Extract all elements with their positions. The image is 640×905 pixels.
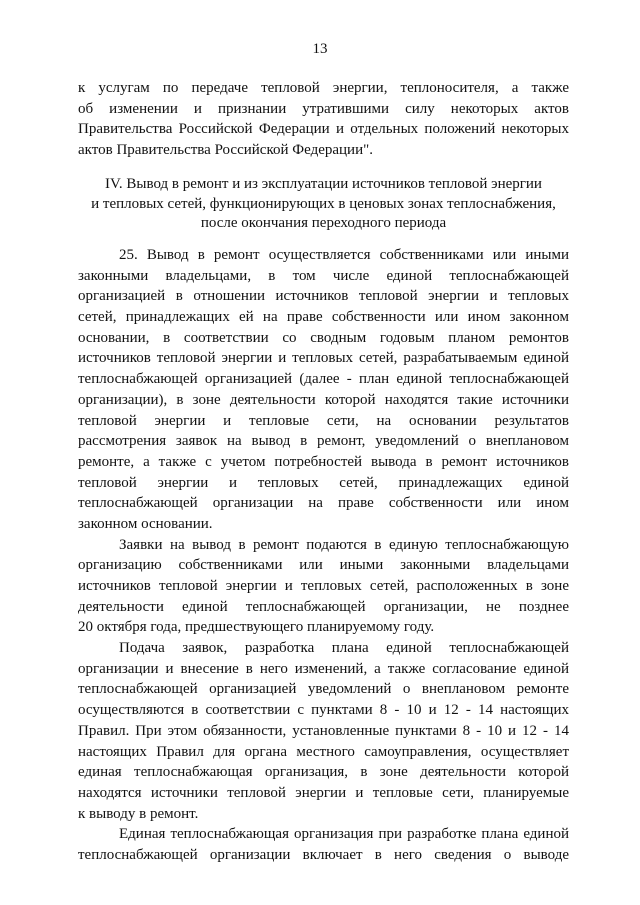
text-line: законными владельцами, в том числе единой теплоснабжающей bbox=[78, 267, 569, 284]
text-line: организации и внесение в него изменений, а также согласование единой bbox=[78, 660, 569, 677]
heading-line: после окончания переходного периода bbox=[200, 215, 447, 231]
paragraph-25 bbox=[78, 245, 569, 866]
text-line: к услугам по передаче тепловой энергии, теплоносителя, а также bbox=[78, 80, 569, 96]
text-line: единая теплоснабжающая организация, в зоне деятельности которой bbox=[78, 764, 569, 781]
text-line: деятельности единой теплоснабжающей организации, не позднее bbox=[78, 598, 569, 615]
heading-line: IV. Вывод в ремонт и из эксплуатации источников тепловой энергии bbox=[105, 176, 542, 192]
text-line: 25. Вывод в ремонт осуществляется собственниками или иными bbox=[119, 247, 569, 263]
text-line: основании, в соответствии со сводным годовым планом ремонтов bbox=[78, 329, 569, 346]
text-line: Единая теплоснабжающая организация при разработке плана единой bbox=[119, 826, 569, 843]
text-line: ремонте, а также с учетом потребностей вывода в ремонт источников bbox=[78, 453, 569, 470]
text-line: источников тепловой энергии и тепловых сетей, разрабатываемым единой bbox=[78, 350, 569, 367]
text-line: организацией в отношении источников тепловой энергии и тепловых bbox=[78, 288, 569, 305]
text-line: теплоснабжающей организацией уведомлений о внеплановом ремонте bbox=[78, 681, 569, 698]
text-line: находятся источники тепловой энергии и тепловые сети, планируемые bbox=[78, 784, 569, 801]
text-line: Правил. При этом обязанности, установленные пунктами 8 - 10 и 12 - 14 bbox=[78, 722, 569, 739]
intro-paragraph bbox=[78, 78, 569, 161]
text-line: актов Правительства Российской Федерации". bbox=[78, 142, 373, 159]
text-line: об изменении и признании утратившими силу некоторых актов bbox=[78, 100, 569, 117]
text-line: теплоснабжающей организацией (далее - план единой теплоснабжающей bbox=[78, 371, 569, 388]
text-line: тепловой энергии и тепловых сетей, принадлежащих единой bbox=[78, 474, 569, 491]
page-number: 13 bbox=[312, 41, 328, 57]
text-line: организацию собственниками или иными законными владельцами bbox=[78, 557, 569, 574]
text-line: 20 октября года, предшествующего планируемому году. bbox=[78, 619, 435, 636]
text-line: настоящих Правил для органа местного самоуправления, осуществляет bbox=[78, 743, 569, 760]
text-line: законном основании. bbox=[78, 515, 213, 532]
heading-line: и тепловых сетей, функционирующих в ценовых зонах теплоснабжения, bbox=[91, 195, 556, 212]
text-line: к выводу в ремонт. bbox=[78, 805, 199, 822]
section-heading bbox=[78, 175, 569, 234]
text-line: теплоснабжающей организации на праве собственности или ином bbox=[78, 495, 569, 512]
text-line: теплоснабжающей организации включает в него сведения о выводе bbox=[78, 846, 569, 863]
text-line: Правительства Российской Федерации и отдельных положений некоторых bbox=[78, 121, 569, 138]
text-line: источников тепловой энергии и тепловых сетей, расположенных в зоне bbox=[78, 578, 569, 594]
text-line: организации), в зоне деятельности которой находятся такие источники bbox=[78, 391, 569, 408]
text-line: сетей, принадлежащих ей на праве собственности или ином законном bbox=[78, 309, 569, 326]
text-line: Заявки на вывод в ремонт подаются в единую теплоснабжающую bbox=[119, 536, 569, 553]
text-line: тепловой энергии и тепловые сети, на основании результатов bbox=[78, 412, 569, 429]
text-line: осуществляются в соответствии с пунктами 8 - 10 и 12 - 14 настоящих bbox=[78, 702, 569, 719]
text-line: Подача заявок, разработка плана единой теплоснабжающей bbox=[119, 640, 569, 657]
text-line: рассмотрения заявок на вывод в ремонт, уведомлений о внеплановом bbox=[78, 433, 569, 450]
